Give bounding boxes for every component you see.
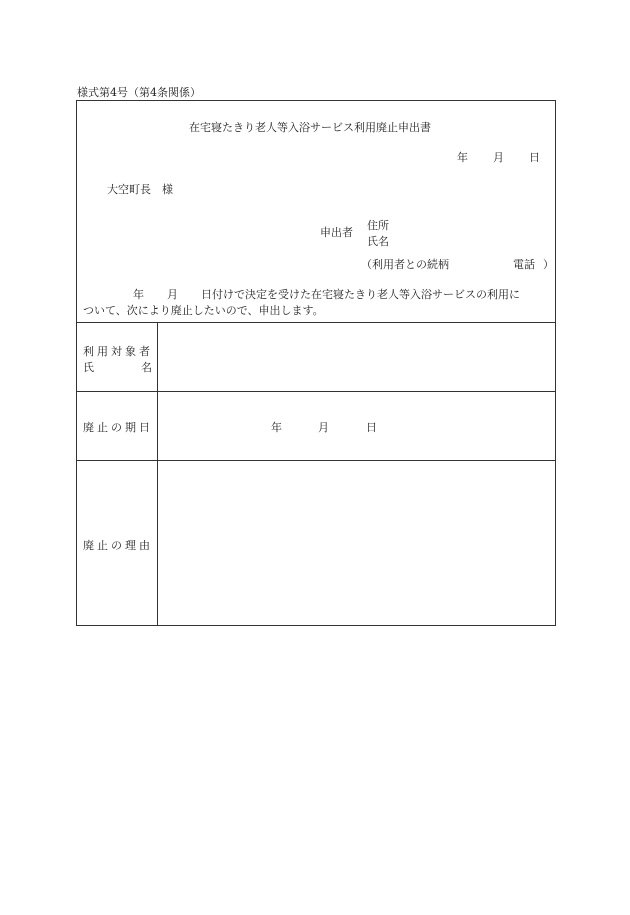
applicant-label: 申出者 (320, 226, 353, 239)
relation-label: （利用者との続柄 (361, 258, 449, 271)
statement-line1: 日付けで決定を受けた在宅寝たきり老人等入浴サービスの利用に (201, 288, 520, 301)
phone-label: 電話 (513, 258, 535, 271)
subject-label: 利用対象者 (83, 345, 153, 358)
reason-field[interactable] (158, 461, 554, 624)
end-date-month: 月 (318, 421, 329, 434)
end-date-day: 日 (366, 421, 377, 434)
end-date-year: 年 (271, 421, 282, 434)
statement-year: 年 (133, 288, 144, 301)
application-form (76, 100, 556, 626)
statement-line2: ついて、次により廃止したいので、申出します。 (83, 304, 324, 317)
subject-name-field[interactable] (158, 323, 554, 391)
form-number: 様式第4号（第4条関係） (77, 86, 201, 99)
end-date-label: 廃止の期日 (83, 421, 153, 434)
phone-close-paren: ） (543, 258, 554, 271)
header-date-month: 月 (493, 151, 504, 164)
divider (77, 391, 555, 392)
address-label: 住所 (367, 219, 389, 232)
header-date-year: 年 (457, 151, 468, 164)
reason-label: 廃止の理由 (83, 539, 153, 552)
addressee: 大空町長 様 (107, 183, 173, 196)
header-date-day: 日 (529, 151, 540, 164)
subject-label-mei: 名 (141, 361, 152, 374)
statement-month: 月 (167, 288, 178, 301)
subject-label-shi: 氏 (83, 361, 94, 374)
form-title: 在宅寝たきり老人等入浴サービス利用廃止申出書 (189, 121, 431, 134)
name-label: 氏名 (367, 235, 389, 248)
